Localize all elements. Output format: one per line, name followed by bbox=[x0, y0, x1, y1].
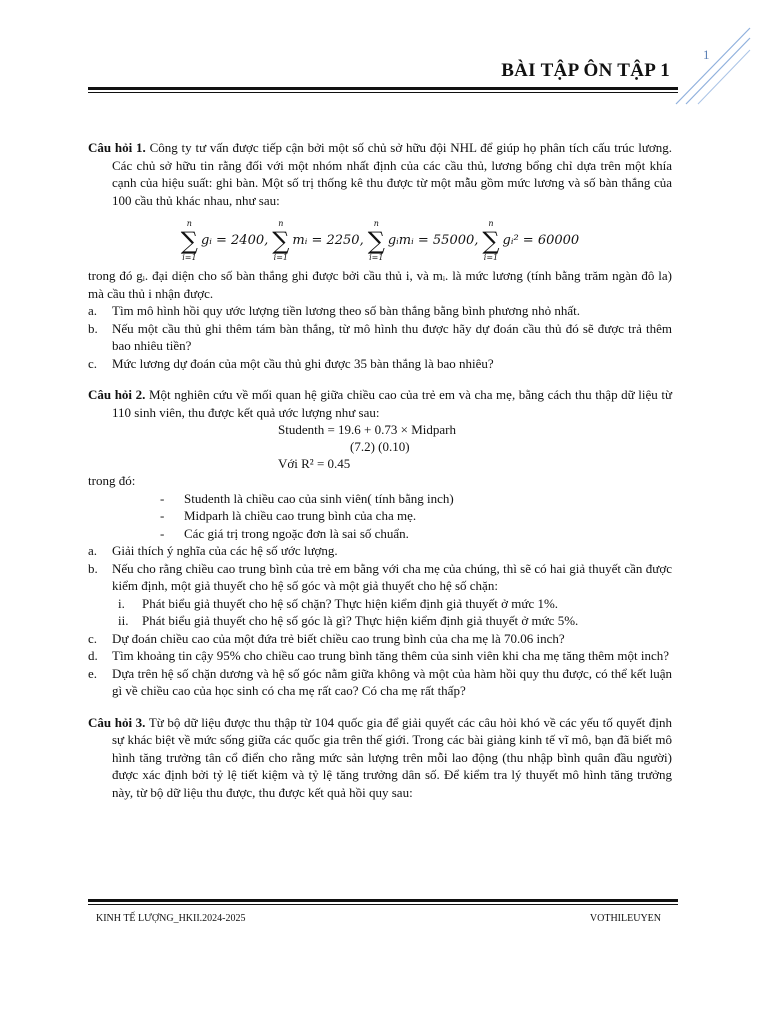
corner-decoration bbox=[672, 24, 752, 106]
question-2 bbox=[88, 386, 672, 700]
sum-gm: gᵢmᵢ = 55000, bbox=[387, 233, 479, 249]
bullet-item: - Midparh là chiều cao trung bình của cha mẹ. bbox=[160, 508, 417, 523]
question-1-text: Công ty tư vấn được tiếp cận bởi một số chủ sở hữu đội NHL để giúp họ phân tích cấu trúc lương. Các chủ sở hữu tin rằng đối với một nhóm nhất định của các cầu thủ, lương bổng chỉ dựa trên một khía cạnh của hiệu suất: ghi bàn. Một số trị thống kê thu được từ một mẫu gồm mức lương và số bàn thắng của 100 cầu thủ khác nhau, như sau: bbox=[112, 140, 672, 208]
document-body bbox=[88, 139, 672, 815]
footer-course: KINH TẾ LƯỢNG_HKII.2024-2025 bbox=[96, 913, 246, 924]
list-item: c. Dự đoán chiều cao của một đứa trẻ biết chiều cao trung bình của cha mẹ là 70.06 inch? bbox=[88, 630, 565, 646]
list-item: b. Nếu một cầu thủ ghi thêm tám bàn thắng, từ mô hình thu được hãy dự đoán cầu thủ đó sẽ được trả thêm bao nhiêu tiền? bbox=[88, 320, 672, 353]
question-1-label: Câu hỏi 1. bbox=[88, 140, 146, 155]
list-item: d. Tìm khoảng tin cậy 95% cho chiều cao trung bình tăng thêm của sinh viên khi cha mẹ tăng thêm một inch? bbox=[88, 648, 670, 663]
header-rule-thin bbox=[88, 92, 678, 93]
regression-line: Studenth = 19.6 + 0.73 × Midparh bbox=[278, 422, 456, 437]
question-2-label: Câu hỏi 2. bbox=[88, 387, 146, 402]
sum-g: gᵢ = 2400, bbox=[200, 233, 269, 249]
r-squared: Với R² = 0.45 bbox=[278, 456, 351, 471]
list-item: a. Giải thích ý nghĩa của các hệ số ước lượng. bbox=[88, 543, 338, 558]
question-3-text: Từ bộ dữ liệu được thu thập từ 104 quốc gia để giải quyết các câu hỏi khó về các yếu tố quyết định sự khác biệt về mức sống giữa các quốc gia trên thế giới. Trong các bài giảng kinh tế vĩ mô, bạn đã biết mô hình tăng trưởng tân cổ điển cho rằng mức sản lượng trên mỗi lao động (thu nhập bình quân đầu người) được xác định bởi tỷ lệ tiết kiệm và tỷ lệ tăng trưởng dân số. Để kiểm tra lý thuyết mô hình tăng trưởng này, từ bộ dữ liệu thu được, thu được kết quả hồi quy sau: bbox=[112, 714, 672, 800]
footer-rule-thin bbox=[88, 904, 678, 905]
regression-equation bbox=[278, 421, 672, 472]
question-1-where: trong đó gᵢ. đại diện cho số bàn thắng ghi được bởi cầu thủ i, và mᵢ. là mức lương (tính bằng trăm ngàn đô la) mà cầu thủ i nhận được. bbox=[88, 268, 672, 301]
sum-m: mᵢ = 2250, bbox=[292, 233, 364, 249]
standard-errors: (7.2) (0.10) bbox=[350, 439, 410, 454]
sub-list-item: i. Phát biểu giả thuyết cho hệ số chặn? Thực hiện kiểm định giả thuyết ở mức 1%. bbox=[118, 595, 559, 611]
list-item: e. Dựa trên hệ số chặn dương và hệ số góc nằm giữa không và một của hàm hồi quy thu được, có thể kết luận gì về chiều cao của học sinh có cha mẹ rất cao? Có cha mẹ rất thấp? bbox=[88, 665, 672, 698]
header-title: BÀI TẬP ÔN TẬP 1 bbox=[501, 60, 670, 81]
bullet-item: - Studenth là chiều cao của sinh viên( tính bằng inch) bbox=[160, 490, 454, 506]
sub-list-item: ii. Phát biểu giả thuyết cho hệ số góc là gì? Thực hiện kiểm định giả thuyết ở mức 5%. bbox=[118, 613, 579, 628]
page-number: 1 bbox=[703, 47, 710, 62]
summation-formula: n ∑ i=1 gᵢ = 2400, n ∑ i=1 mᵢ = 2250, n ∑ i=1 gᵢmᵢ = 55000, n ∑ i=1 gᵢ² = 60000 bbox=[180, 219, 580, 262]
list-item: a. Tìm mô hình hồi quy ước lượng tiền lương theo số bàn thắng bằng bình phương nhỏ nhất. bbox=[88, 303, 581, 318]
bullet-item: - Các giá trị trong ngoặc đơn là sai số chuẩn. bbox=[160, 525, 409, 541]
list-item: b. Nếu cho rằng chiều cao trung bình của trẻ em bằng với cha mẹ của chúng, thì sẽ có hai giả thuyết cần được kiểm định, một giả thuyết cho hệ số góc và một giả thuyết cho hệ số chặn: bbox=[88, 560, 672, 593]
question-2-text: Một nghiên cứu về mối quan hệ giữa chiều cao của trẻ em và cha mẹ, bằng cách thu thập dữ liệu từ 110 sinh viên, thu được kết quả ước lượng như sau: bbox=[112, 387, 672, 420]
sum-g2: gᵢ² = 60000 bbox=[502, 233, 580, 249]
question-1 bbox=[88, 139, 672, 372]
list-item: c. Mức lương dự đoán của một cầu thủ ghi được 35 bàn thắng là bao nhiêu? bbox=[88, 355, 494, 371]
question-2-where: trong đó: bbox=[88, 473, 136, 488]
question-3-label: Câu hỏi 3. bbox=[88, 714, 146, 730]
question-3 bbox=[88, 714, 672, 802]
header-rule bbox=[88, 87, 678, 90]
footer-rule bbox=[88, 899, 678, 902]
footer-author: VOTHILEUYEN bbox=[589, 913, 661, 924]
